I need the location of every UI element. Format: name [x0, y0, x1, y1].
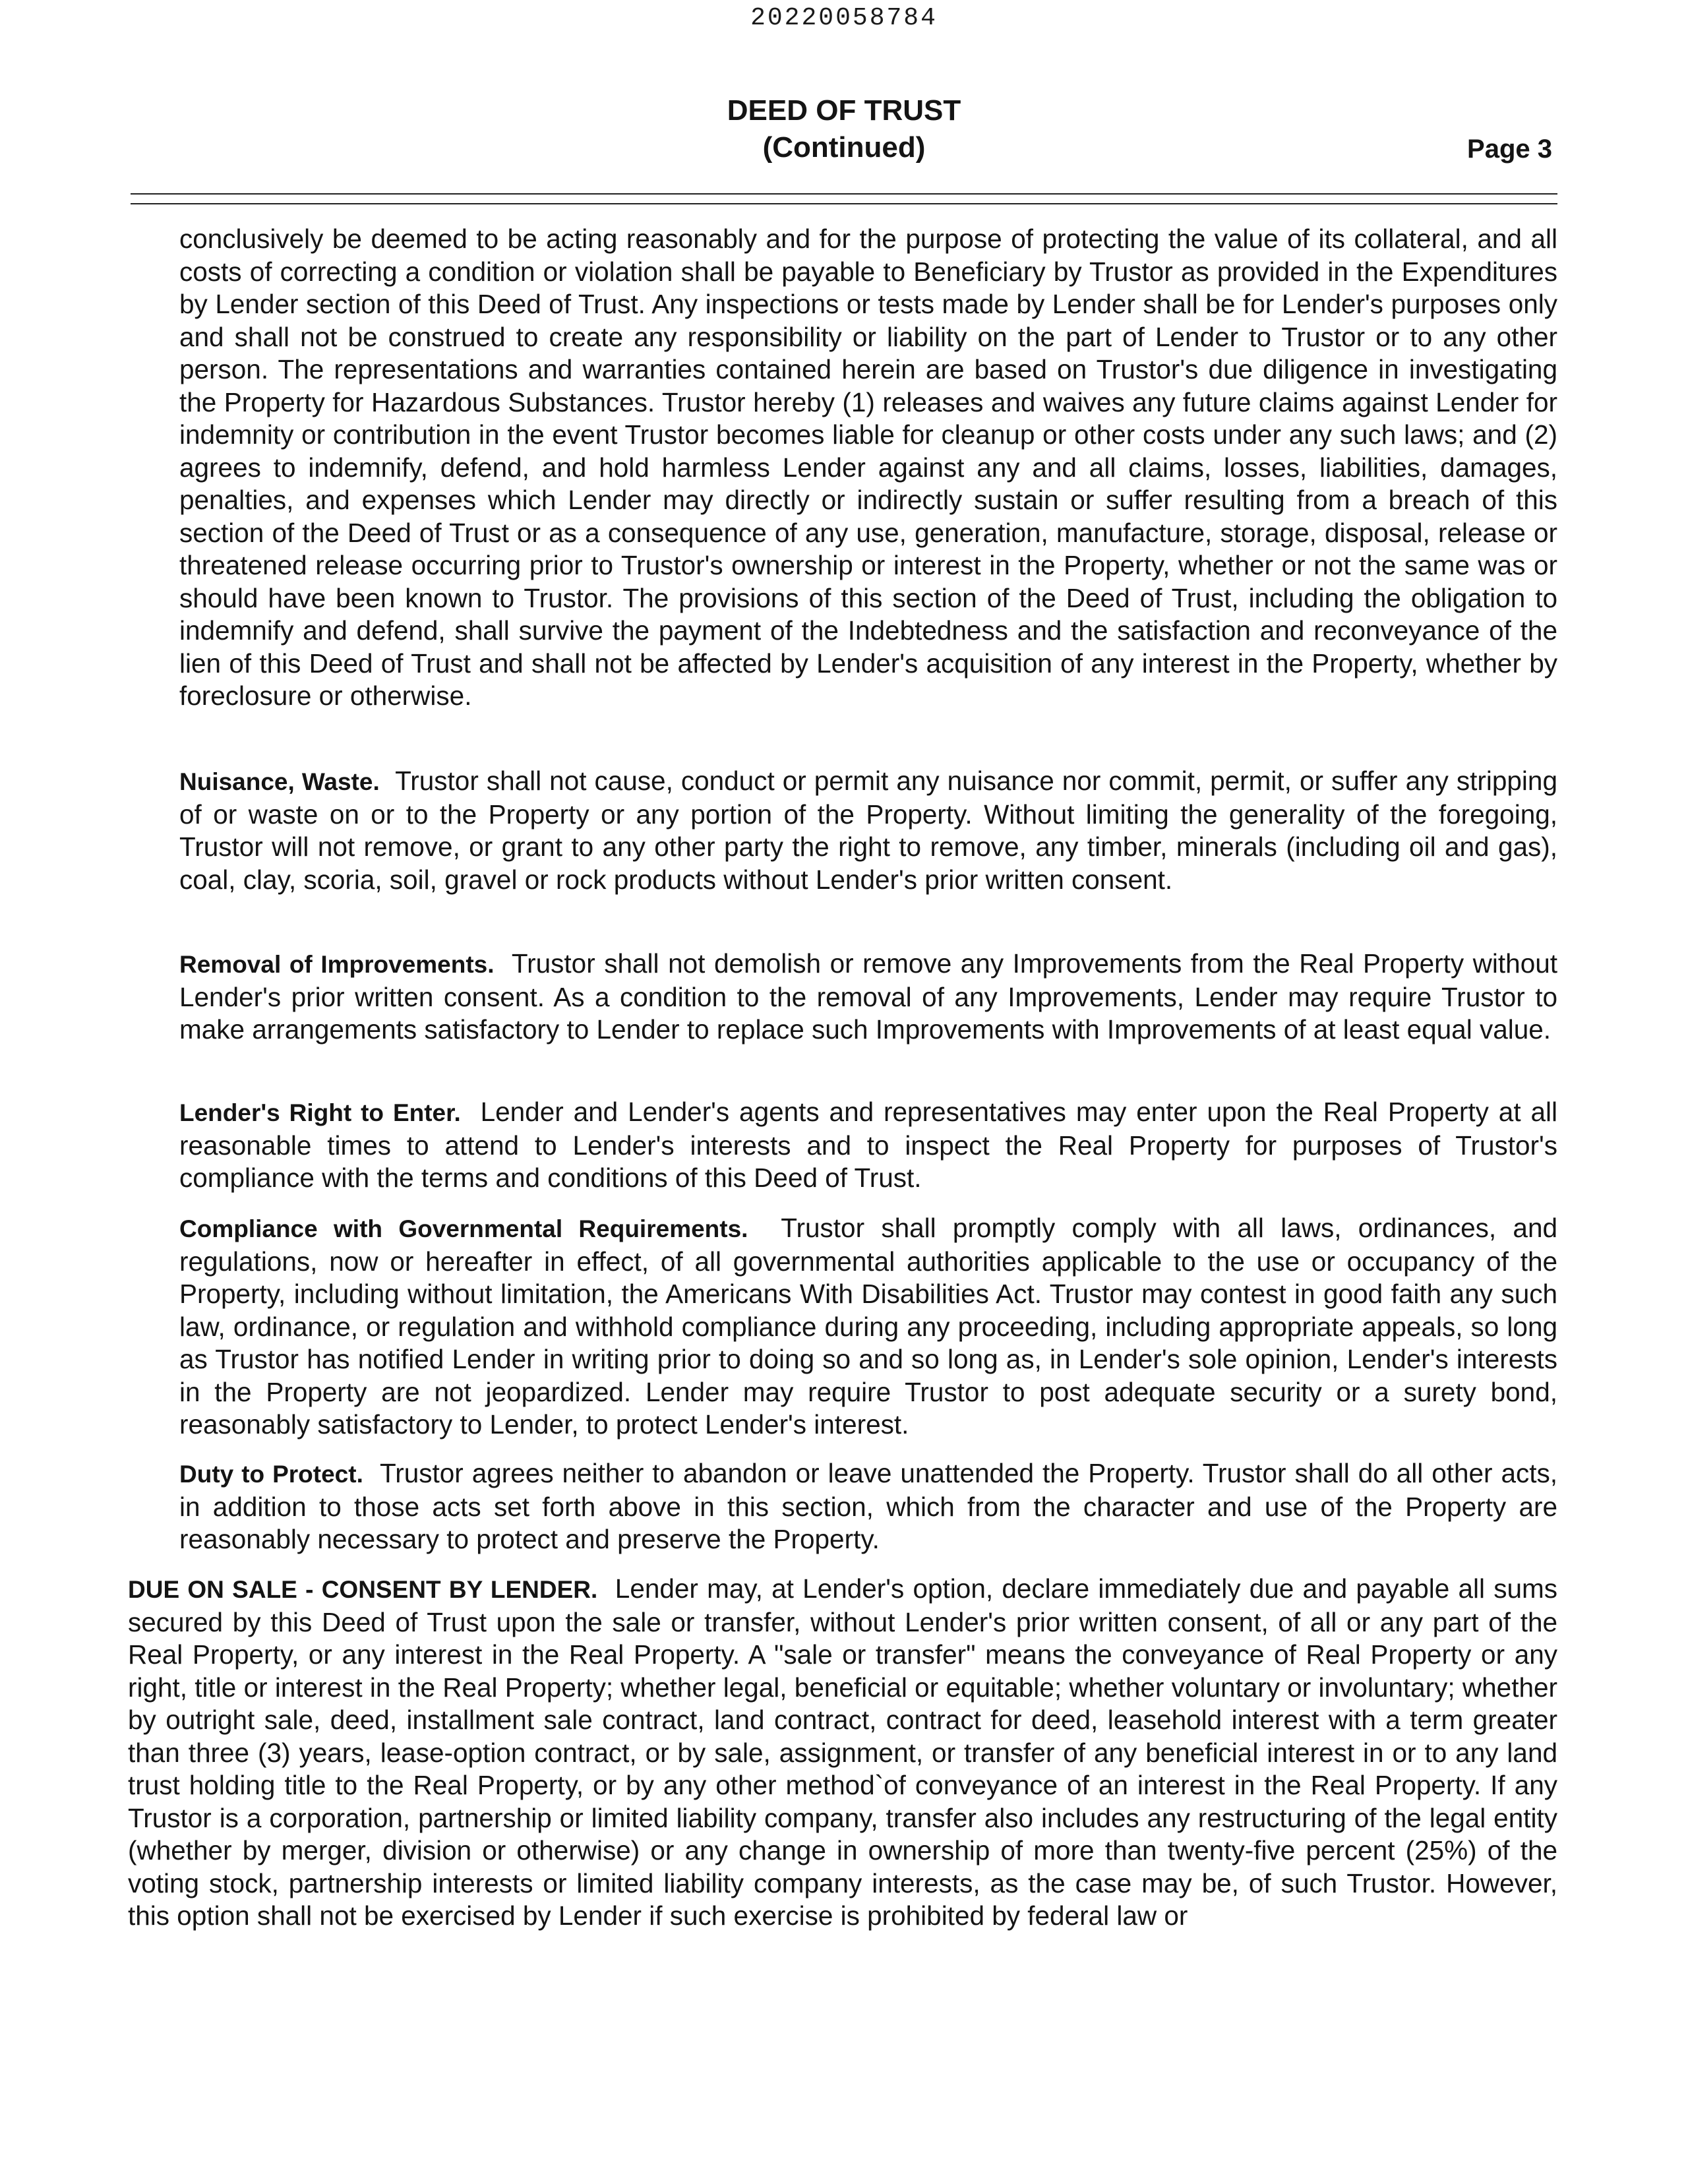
paragraph-due-on-sale — [128, 1573, 1557, 1933]
paragraph-text: Lender and Lender's agents and representatives may enter upon the Real Property at all reasonable times to attend to Lender's interests and to inspect the Real Property for purposes of Trustor's compliance with the terms and conditions of this Deed of Trust. — [179, 1097, 1557, 1193]
document-title: DEED OF TRUST — [727, 94, 961, 127]
paragraph-hazardous-continued — [179, 223, 1557, 713]
paragraph-nuisance-waste — [179, 765, 1557, 896]
document-subtitle: (Continued) — [762, 131, 926, 164]
header-rule-bottom — [131, 203, 1557, 204]
paragraph-heading: DUE ON SALE - CONSENT BY LENDER. — [128, 1576, 598, 1603]
paragraph-heading: Lender's Right to Enter. — [179, 1099, 461, 1126]
paragraph-text: conclusively be deemed to be acting reasonably and for the purpose of protecting the value of its collateral, and all costs of correcting a condition or violation shall be payable to Beneficiary by Trustor as provided in the Expenditures by Lender section of this Deed of Trust. Any inspections or tests made by Lender shall be for Lender's purposes only and shall not be construed to create any responsibility or liability on the part of Lender to Trustor or to any other person. The representations and warranties contained herein are based on Trustor's due diligence in investigating the Property for Hazardous Substances. Trustor hereby (1) releases and waives any future claims against Lender for indemnity or contribution in the event Trustor becomes liable for cleanup or other costs under any such laws; and (2) agrees to indemnify, defend, and hold harmless Lender against any and all claims, losses, liabilities, damages, penalties, and expenses which Lender may directly or indirectly sustain or suffer resulting from a breach of this section of the Deed of Trust or as a consequence of any use, generation, manufacture, storage, disposal, release or threatened release occurring prior to Trustor's ownership or interest in the Property, whether or not the same was or should have been known to Trustor. The provisions of this section of the Deed of Trust, including the obligation to indemnify and defend, shall survive the payment of the Indebtedness and the satisfaction and reconveyance of the lien of this Deed of Trust and shall not be affected by Lender's acquisition of any interest in the Property, whether by foreclosure or otherwise. — [179, 224, 1557, 711]
paragraph-right-to-enter — [179, 1096, 1557, 1195]
page-number: Page 3 — [1467, 135, 1552, 164]
paragraph-text: Trustor shall not demolish or remove any Improvements from the Real Property without Lender's prior written consent. As a condition to the removal of any Improvements, Lender may require Trustor to make arrangements satisfactory to Lender to replace such Improvements with Improvements of at least equal value. — [179, 948, 1557, 1045]
paragraph-heading: Compliance with Governmental Requirements. — [179, 1215, 748, 1242]
paragraph-duty-to-protect — [179, 1457, 1557, 1556]
paragraph-text: Trustor shall promptly comply with all laws, ordinances, and regulations, now or hereafter in effect, of all governmental authorities applicable to the use or occupancy of the Property, including without limitation, the Americans With Disabilities Act. Trustor may contest in good faith any such law, ordinance, or regulation and withhold compliance during any proceeding, including appropriate appeals, so long as Trustor has notified Lender in writing prior to doing so and so long as, in Lender's sole opinion, Lender's interests in the Property are not jeopardized. Lender may require Trustor to post adequate security or a surety bond, reasonably satisfactory to Lender, to protect Lender's interest. — [179, 1213, 1557, 1440]
document-number: 20220058784 — [750, 4, 938, 32]
header-rule-top — [131, 193, 1557, 195]
paragraph-text: Lender may, at Lender's option, declare immediately due and payable all sums secured by this Deed of Trust upon the sale or transfer, without Lender's prior written consent, of all or any part of the Real Property, or any interest in the Real Property. A "sale or transfer" means the conveyance of Real Property or any right, title or interest in the Real Property; whether legal, beneficial or equitable; whether voluntary or involuntary; whether by outright sale, deed, installment sale contract, land contract, contract for deed, leasehold interest with a term greater than three (3) years, lease-option contract, or by sale, assignment, or transfer of any beneficial interest in or to any land trust holding title to the Real Property, or by any other method`of conveyance of an interest in the Real Property. If any Trustor is a corporation, partnership or limited liability company, transfer also includes any restructuring of the legal entity (whether by merger, division or otherwise) or any change in ownership of more than twenty-five percent (25%) of the voting stock, partnership interests or limited liability company interests, as the case may be, of such Trustor. However, this option shall not be exercised by Lender if such exercise is prohibited by federal law or — [128, 1573, 1558, 1931]
paragraph-removal-of-improvements — [179, 948, 1557, 1046]
paragraph-heading: Duty to Protect. — [179, 1461, 363, 1488]
paragraph-heading: Nuisance, Waste. — [179, 768, 380, 795]
paragraph-governmental-requirements — [179, 1212, 1557, 1441]
paragraph-text: Trustor shall not cause, conduct or permit any nuisance nor commit, permit, or suffer any stripping of or waste on or to the Property or any portion of the Property. Without limiting the generality of the foregoing, Trustor will not remove, or grant to any other party the right to remove, any timber, minerals (including oil and gas), coal, clay, scoria, soil, gravel or rock products without Lender's prior written consent. — [179, 766, 1557, 895]
paragraph-text: Trustor agrees neither to abandon or leave unattended the Property. Trustor shall do all other acts, in addition to those acts set forth above in this section, which from the character and use of the Property are reasonably necessary to protect and preserve the Property. — [179, 1458, 1557, 1554]
title-block — [0, 92, 1688, 166]
paragraph-heading: Removal of Improvements. — [179, 951, 495, 978]
